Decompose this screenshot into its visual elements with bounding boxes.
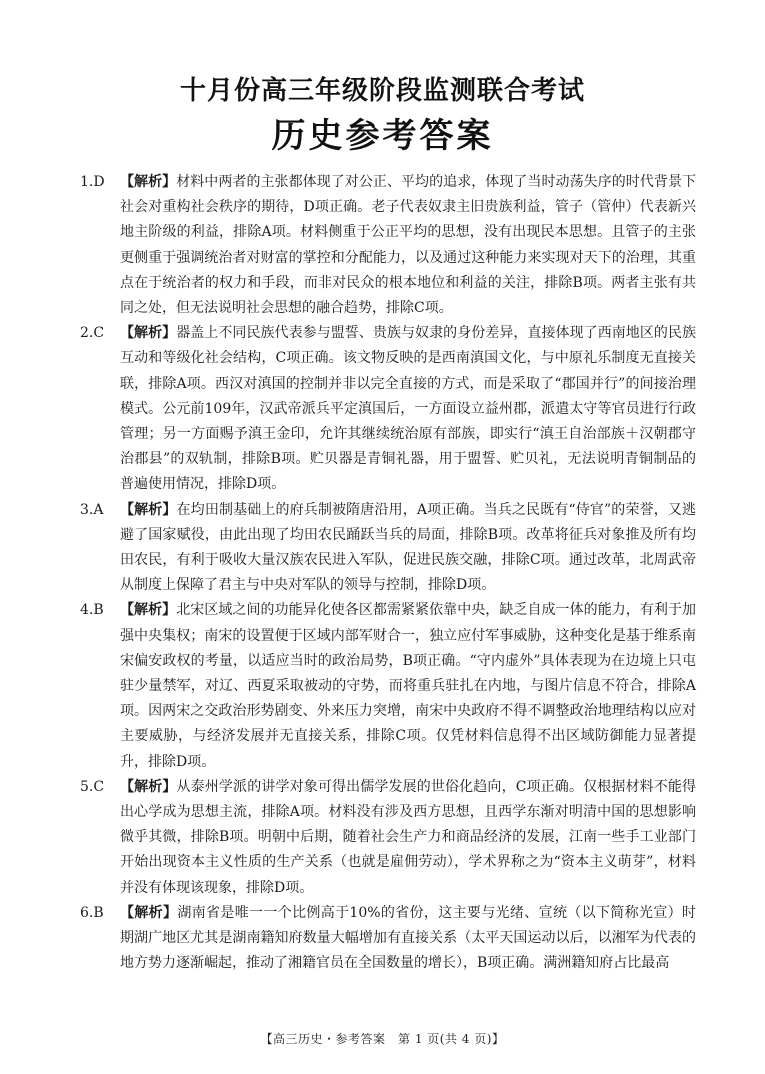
document-title: 历史参考答案 [271,116,494,156]
answer-list [80,170,696,977]
analysis-tag: 【解析】 [120,904,178,921]
analysis-text: 湖南省是唯一一个比例高于10%的省份，这主要与光绪、宣统（以下简称光宣）时期湖广地区尤其是湖南籍知府数量大幅增加有直接关系（太平天国运动以后，以湘军为代表的地方势力逐渐崛起，推动了湘籍官员在全国数量的增长），B项正确。满洲籍知府占比最高 [120,904,696,972]
footer-text: 【高三历史・参考答案 第 1 页(共 4 页)】 [260,1032,505,1046]
answer-item-3 [80,498,696,599]
exam-title: 十月份高三年级阶段监测联合考试 [179,76,585,106]
answer-number: 2.C [80,325,105,342]
analysis-text: 在均田制基础上的府兵制被隋唐沿用，A项正确。当兵之民既有“侍官”的荣誉，又逃避了国家赋役，由此出现了均田农民踊跃当兵的局面，排除B项。改革将征兵对象推及所有均田农民，有利于吸收大量汉族农民进入军队，促进民族交融，排除C项。通过改革，北周武帝从制度上保障了君主与中央对军队的领导与控制，排除D项。 [120,501,696,594]
answer-number: 4.B [80,602,104,619]
answer-item-1 [80,170,696,321]
analysis-tag: 【解析】 [120,501,177,518]
analysis-text: 器盖上不同民族代表参与盟誓、贵族与奴隶的身份差异，直接体现了西南地区的民族互动和等级化社会结构，C项正确。该文物反映的是西南滇国文化，与中原礼乐制度无直接关联，排除A项。西汉对滇国的控制并非以完全直接的方式，而是采取了“郡国并行”的间接治理模式。公元前109年，汉武帝派兵平定滇国后，一方面设立益州郡，派遣太守等官员进行行政管理；另一方面赐予滇王金印，允许其继续统治原有部族，即实行“滇王自治部族＋汉朝郡守治郡县”的双轨制，排除B项。贮贝器是青铜礼器，用于盟誓、贮贝礼，无法说明青铜制品的普遍使用情况，排除D项。 [120,325,697,493]
analysis-text: 北宋区域之间的功能异化使各区都需紧紧依靠中央，缺乏自成一体的能力，有利于加强中央集权；南宋的设置便于区域内部军财合一，独立应付军事威胁，这种变化是基于维系南宋偏安政权的考量，以适应当时的政治局势，B项正确。“守内虚外”具体表现为在边境上只屯驻少量禁军，对辽、西夏采取被动的守势，而将重兵驻扎在内地，与图片信息不符合，排除A项。因两宋之交政治形势剧变、外来压力突增，南宋中央政府不得不调整政治地理结构以应对主要威胁，与经济发展并无直接关系，排除C项。仅凭材料信息得不出区域防御能力显著提升，排除D项。 [120,602,697,770]
answer-number: 3.A [80,501,104,518]
page-footer [0,1030,765,1047]
answer-item-5 [80,775,696,901]
answer-number: 6.B [80,904,104,921]
analysis-text: 从泰州学派的讲学对象可得出儒学发展的世俗化趋向，C项正确。仅根据材料不能得出心学成为思想主流，排除A项。材料没有涉及西方思想，且西学东渐对明清中国的思想影响微乎其微，排除B项。明朝中后期，随着社会生产力和商品经济的发展，江南一些手工业部门开始出现资本主义性质的生产关系（也就是雇佣劳动），学术界称之为“资本主义萌芽”，材料并没有体现该现象，排除D项。 [120,778,696,896]
answer-number: 1.D [80,174,105,190]
analysis-tag: 【解析】 [120,174,177,190]
answer-item-4 [80,598,696,774]
analysis-text: 材料中两者的主张都体现了对公正、平均的追求，体现了当时动荡失序的时代背景下社会对重构社会秩序的期待，D项正确。老子代表奴隶主旧贵族利益，管子（管仲）代表新兴地主阶级的利益，排除A项。材料侧重于公正平均的思想，没有出现民本思想。且管子的主张更侧重于强调统治者对财富的掌控和分配能力，以及通过这种能力来实现对天下的治理，其重点在于统治者的权力和手段，而非对民众的根本地位和利益的关注，排除B项。两者主张有共同之处，但无法说明社会思想的融合趋势，排除C项。 [120,174,697,317]
analysis-tag: 【解析】 [120,602,177,619]
answer-item-2 [80,321,696,497]
analysis-tag: 【解析】 [120,325,177,342]
answer-item-6 [80,901,696,977]
analysis-tag: 【解析】 [120,778,177,795]
answer-number: 5.C [80,778,105,795]
